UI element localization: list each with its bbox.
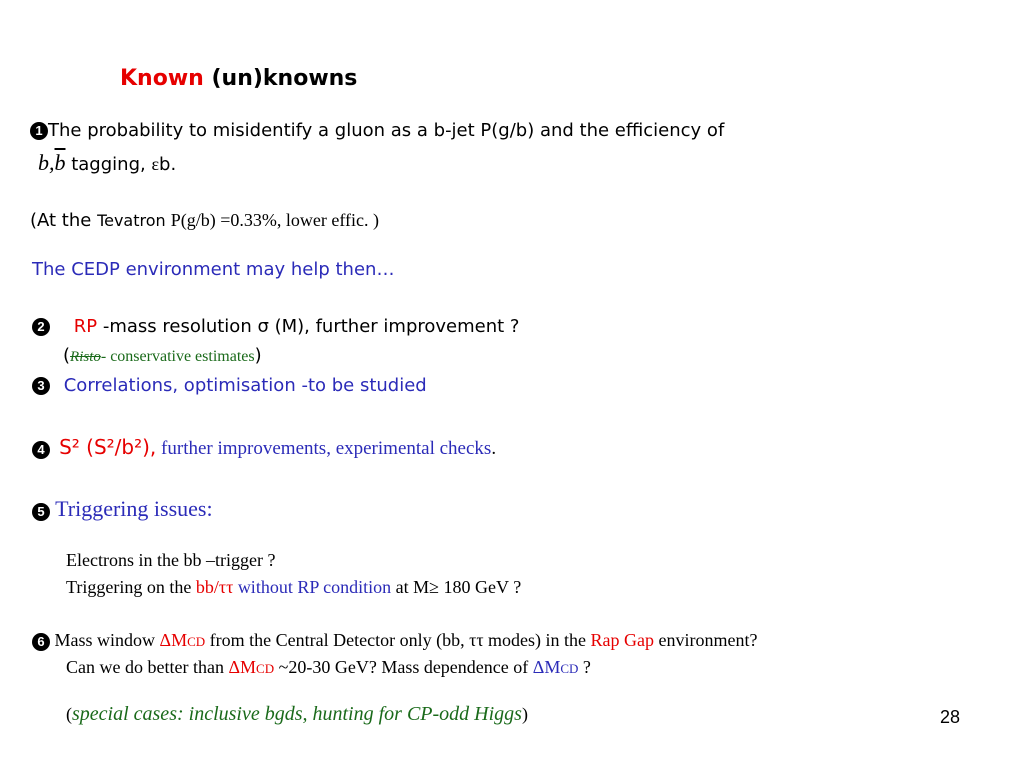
item-6-line2-c: ? [578,657,591,677]
item-1 [30,120,724,141]
special-open: ( [66,704,72,724]
item-3-text: Correlations, optimisation -to be studied [63,375,427,396]
item-6-line2-b: ~20-30 GeV? Mass dependence of [274,657,533,677]
b-symbol: b, [38,150,55,175]
rap-gap-label: Rap Gap [590,630,655,650]
epsilon-sub: b. [159,154,177,175]
cd-sub-2: CD [256,661,275,676]
item-4 [32,435,496,460]
item-3 [32,375,427,396]
item-6 [32,630,758,651]
bullet-6-icon: 6 [32,633,50,651]
bullet-5-icon: 5 [32,503,50,521]
risto-rest: - conservative estimates [100,348,255,365]
item-4-text: further improvements, experimental checks [156,438,492,459]
bullet-1-icon: 1 [30,122,48,140]
item-2-line2 [63,345,262,366]
tevatron-word: Tevatron [97,211,171,230]
item-5 [32,496,213,522]
slide-title [120,66,357,91]
cd-sub-3: CD [560,661,579,676]
trigger-without-rp: without RP condition [233,577,392,597]
title-unknowns: (un)knowns [211,66,358,91]
item-2-text: -mass resolution σ (M), further improvement ? [97,316,520,337]
paren-open: ( [63,345,71,366]
item-5-text: Triggering issues: [55,496,213,521]
tevatron-line [30,210,379,231]
paren-close: ) [254,345,262,366]
cd-sub-1: CD [187,634,206,649]
bullet-4-icon: 4 [32,441,50,459]
tevatron-rest: P(g/b) =0.33%, lower effic. ) [170,210,380,230]
special-cases [66,703,528,726]
rp-label: RP [73,316,98,337]
trigger-line-2 [66,577,521,598]
tevatron-open: (At the [30,210,98,231]
trigger-line-2-a: Triggering on the [66,577,196,597]
title-known: Known [120,66,204,91]
trigger-line-2-d: at M≥ 180 GeV ? [391,577,522,597]
item-6-a: Mass window [50,630,160,650]
tagging-text: tagging, [65,154,152,175]
special-close: ) [521,704,528,724]
risto-name: Risto [70,349,101,365]
s2-label: S² (S²/b²), [59,435,157,459]
item-1-line2 [38,150,176,176]
delta-m-2: ΔM [228,657,257,677]
item-6-b: from the Central Detector only (bb, ττ modes) in the [205,630,591,650]
item-4-dot: . [491,438,497,459]
page-number: 28 [940,707,961,727]
bullet-3-icon: 3 [32,377,50,395]
delta-m-1: ΔM [159,630,188,650]
item-1-text: The probability to misidentify a gluon as a b-jet P(g/b) and the efficiency of [48,120,725,141]
item-6-c: environment? [654,630,758,650]
item-6-line2-a: Can we do better than [66,657,229,677]
trigger-line-1: Electrons in the bb –trigger ? [66,550,276,570]
trigger-bb-tautau: bb/ττ [195,577,234,597]
delta-m-3: ΔM [532,657,561,677]
epsilon-symbol: ε [151,154,160,174]
cedp-line: The CEDP environment may help then… [32,259,395,280]
item-2 [32,316,519,337]
bullet-2-icon: 2 [32,318,50,336]
bbar-symbol: $\overline{b}$ [54,150,66,175]
item-6-line2 [66,657,591,678]
special-text: special cases: inclusive bgds, hunting for CP-odd Higgs [72,703,522,725]
